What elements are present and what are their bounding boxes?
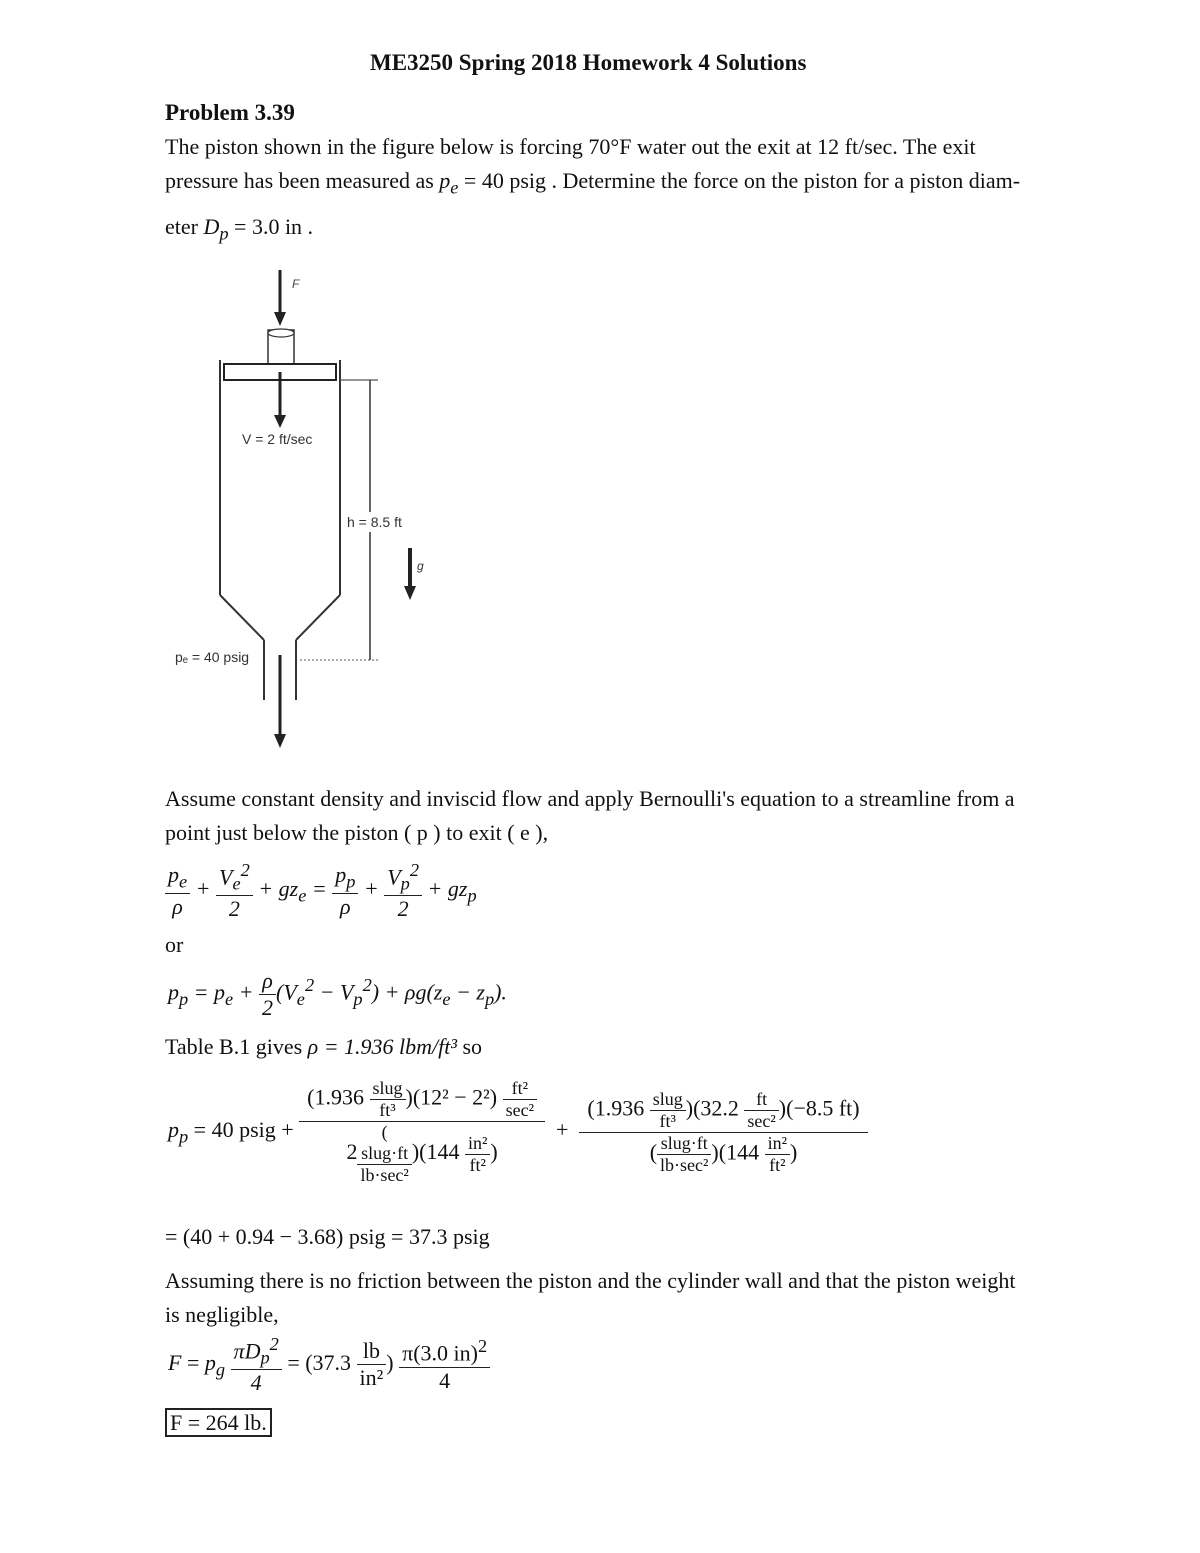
velocity-label: V = 2 ft/sec bbox=[242, 431, 313, 447]
problem-label: Problem 3.39 bbox=[165, 100, 295, 125]
piston-figure bbox=[160, 260, 460, 760]
statement-line-2: pressure has been measured as $p_e = 40$ psig . Determine the force on the piston for a piston diam- bbox=[165, 168, 1021, 198]
friction-line-1: Assuming there is no friction between the piston and the cylinder wall and that the piston weight bbox=[165, 1268, 1016, 1293]
pressure-equation: $p_p = p_e$ + $\frac{\rho}{2}$ $(V_e^2 - V_p^2) + \rho g(z_e - z_p)$. bbox=[168, 968, 507, 1020]
assume-line-2: point just below the piston ( p ) to exit ( e ), bbox=[165, 820, 549, 845]
or-text: or bbox=[165, 932, 184, 957]
problem-statement bbox=[165, 130, 1085, 251]
assumption-text bbox=[165, 782, 1085, 850]
bernoulli-equation: $\frac{p_e}{\rho}$ + $\frac{V_e^2}{2}$ + $gz_e$ = $\frac{p_p}{\rho}$ + $\frac{V_p^2}{2}$ + $gz_p$ bbox=[165, 860, 477, 922]
substituted-equation: $p_p = 40$ psig + (1.936 $\frac{\text{slug}}{\text{ft³}}$ )(12² − 2²) $\frac{\text{ft²}}{\text{sec²}}$ 2( slug·ft lb·sec² )(144 $\frac{\text{in²}}{\text{ft²}}$ ) + (1.936 $\frac{\text{slug}}{\text{ft³}}$ )(32.2 $\frac{ft}{\text{sec²}}$ )(−8.5 ft) ( $\frac{\text{slug·ft}}{\text{lb·sec²}}$ )(144 $\frac{\text{in²}}{\text{ft²}}$ ) bbox=[168, 1078, 968, 1186]
result-line: = (40 + 0.94 − 3.68) psig = 37.3 psig bbox=[165, 1224, 490, 1249]
statement-line-3: eter $D_p = 3.0$ in . bbox=[165, 214, 314, 244]
assume-line-1: Assume constant density and inviscid flow and apply Bernoulli's equation to a streamline from a bbox=[165, 786, 1015, 811]
force-label: F bbox=[292, 277, 300, 291]
statement-line-1: The piston shown in the figure below is forcing 70°F water out the exit at 12 ft/sec. The exit bbox=[165, 134, 976, 159]
force-equation: $F = p_g$ $\frac{\pi D_p^2}{4}$ = (37.3 $\frac{lb}{\text{in²}}$ ) $\frac{\pi(3.0 in)^2}{4}$ bbox=[168, 1334, 490, 1396]
table-line: Table B.1 gives ρ = 1.936 lbm/ft³ so bbox=[165, 1034, 483, 1059]
gravity-label: g bbox=[417, 559, 424, 573]
height-label: h = 8.5 ft bbox=[347, 514, 402, 530]
exit-pressure-label: pₑ = 40 psig bbox=[175, 649, 250, 665]
friction-line-2: is negligible, bbox=[165, 1302, 279, 1327]
final-answer: F = 264 lb. bbox=[165, 1408, 272, 1437]
friction-text bbox=[165, 1264, 1085, 1332]
page-title: ME3250 Spring 2018 Homework 4 Solutions bbox=[370, 50, 807, 75]
